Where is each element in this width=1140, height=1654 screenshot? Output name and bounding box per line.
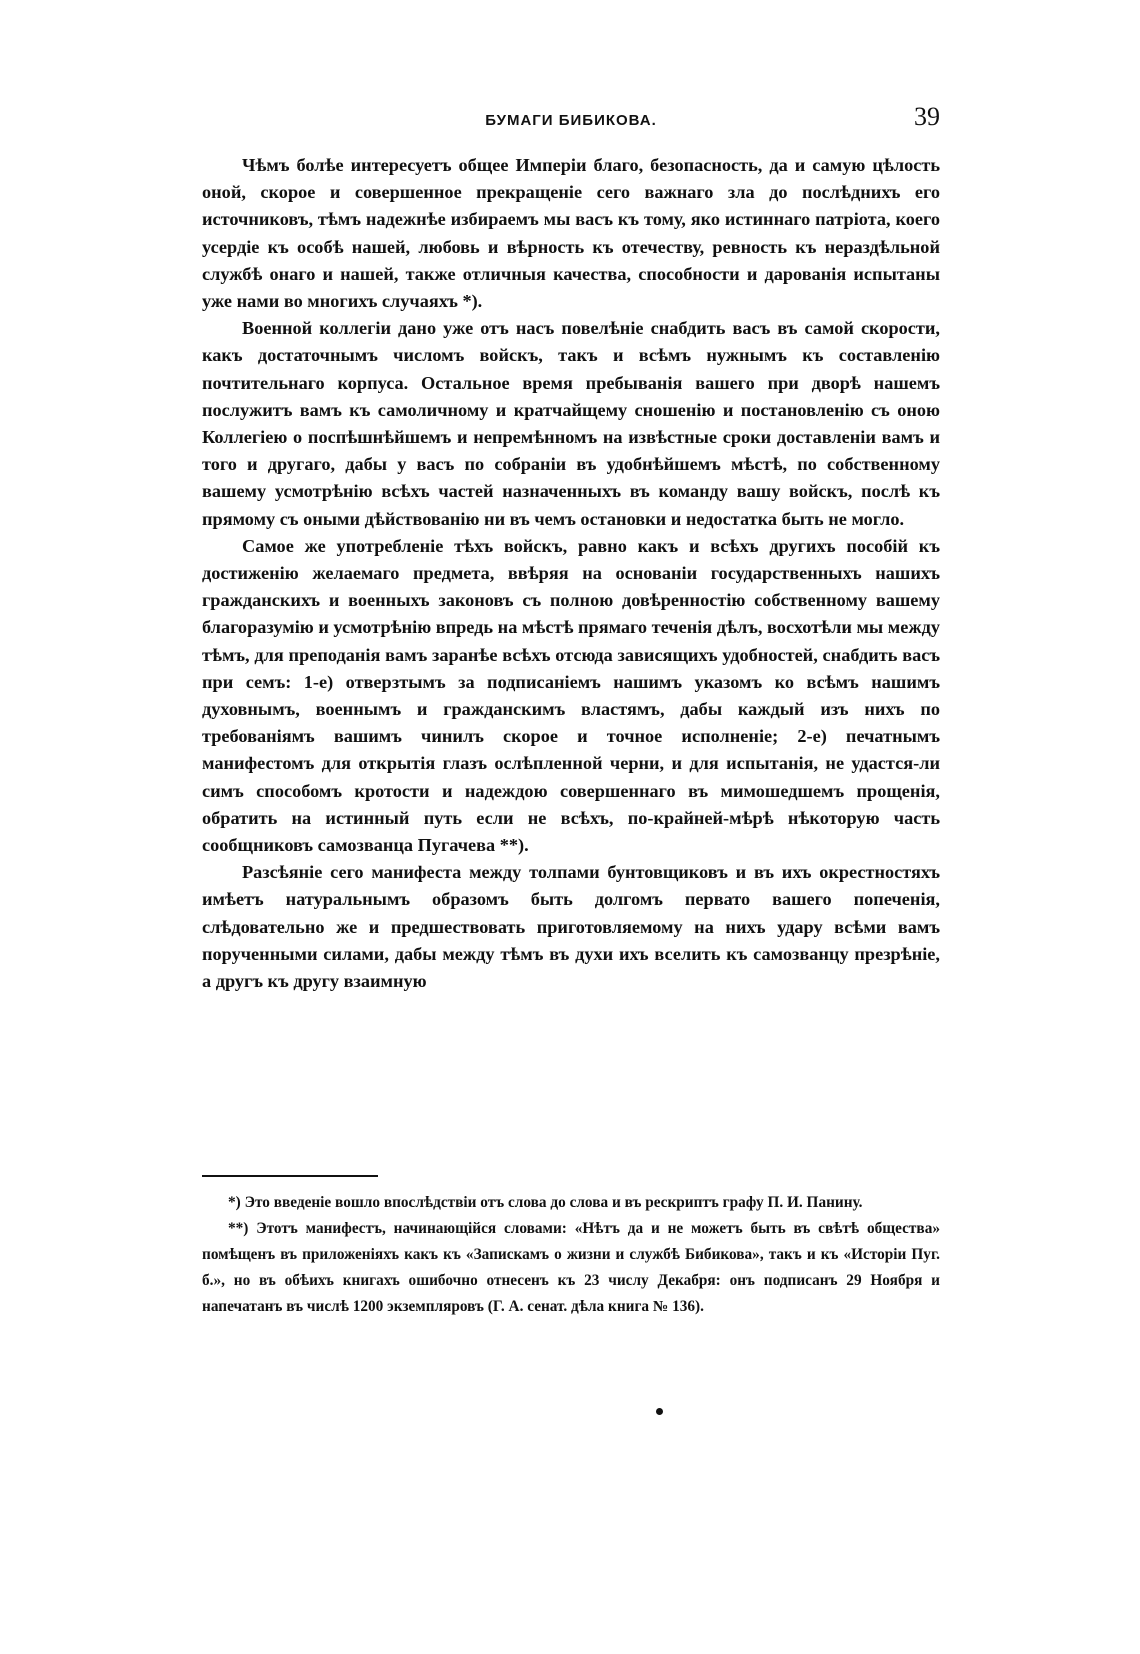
paragraph: Разсѣянiе сего манифеста между толпами бунтовщиковъ и въ ихъ окрестностяхъ имѣетъ натуральнымъ образомъ быть долгомъ первато вашего попеченiя, слѣдовательно же и предшествовать приготовляемому на нихъ удару всѣми вамъ порученными силами, дабы между тѣмъ въ духи ихъ вселить къ самозванцу презрѣнiе, а другъ къ другу взаимную bbox=[202, 862, 940, 992]
footnotes bbox=[202, 1190, 940, 1320]
paragraph: Чѣмъ болѣе интересуетъ общее Имперiи благо, безопасность, да и самую цѣлость оной, скорое и совершенное прекращенiе сего важнаго зла до послѣднихъ его источниковъ, тѣмъ надежнѣе избираемъ мы васъ къ тому, яко истиннаго патрiота, коего усердiе къ особѣ нашей, любовь и вѣрность къ отечеству, ревность къ нераздѣльной службѣ онаго и нашей, также отличныя качества, способности и дарованiя испытаны уже нами во многихъ случаяхъ *). bbox=[202, 155, 940, 312]
page-number: 39 bbox=[914, 102, 940, 131]
running-head: БУМАГИ БИБИКОВА. bbox=[485, 112, 657, 129]
paragraph: Самое же употребленiе тѣхъ войскъ, равно какъ и всѣхъ другихъ пособiй къ достиженiю желаемаго предмета, ввѣряя на основанiи государственныхъ нашихъ гражданскихъ и военныхъ законовъ съ полною довѣренностiю собственному вашему благоразумiю и усмотрѣнiю впредь на мѣстѣ прямаго теченiя дѣлъ, восхотѣли мы между тѣмъ, для преподанiя вамъ заранѣе всѣхъ отсюда зависящихъ удобностей, снабдить васъ при семъ: 1-е) отверзтымъ за подписанiемъ нашимъ указомъ ко всѣмъ нашимъ духовнымъ, военнымъ и гражданскимъ властямъ, дабы каждый изъ нихъ по требованiямъ вашимъ чинилъ скорое и точное исполненiе; 2-е) печатнымъ манифестомъ для открытiя глазъ ослѣпленной черни, и для испытанiя, не удастся-ли симъ способомъ кротости и надеждою совершеннаго въ мимошедшемъ прощенiя, обратить на истинный путь если не всѣхъ, по-крайней-мѣрѣ нѣкоторую часть сообщниковъ самозванца Пугачева **). bbox=[202, 535, 940, 856]
main-text bbox=[202, 152, 940, 995]
page-header bbox=[202, 100, 940, 140]
footnote: *) Это введенiе вошло впослѣдствiи отъ слова до слова и въ рескриптъ графу П. И. Панину. bbox=[228, 1194, 863, 1211]
footnote-separator bbox=[202, 1175, 378, 1177]
paragraph: Военной коллегiи дано уже отъ насъ повелѣнiе снабдить васъ въ самой скорости, какъ достаточнымъ числомъ войскъ, такъ и всѣмъ нужнымъ къ составленiю почтительнаго корпуса. Остальное время пребыванiя вашего при дворѣ нашемъ послужитъ вамъ къ самоличному и кратчайщему сношенiю и постановленiю съ оною Коллегiею о поспѣшнѣйшемъ и непремѣнномъ на извѣстные сроки доставленiи вамъ и того и другаго, дабы у васъ по собранiи въ удобнѣйшемъ мѣстѣ, по собственному вашему усмотрѣнiю всѣхъ частей назначенныхъ въ команду вашу войскъ, послѣ къ прямому съ оными дѣйствованiю ни въ чемъ остановки и недостатка быть не могло. bbox=[202, 318, 940, 529]
footnote: **) Этотъ манифестъ, начинающiйся словами: «Нѣтъ да и не можетъ быть въ свѣтѣ общества» помѣщенъ въ приложенiяхъ какъ къ «Запискамъ о жизни и службѣ Бибикова», такъ и къ «Исторiи Пуг. б.», но въ обѣихъ книгахъ ошибочно отнесенъ къ 23 числу Декабря: онъ подписанъ 29 Ноября и напечатанъ въ числѣ 1200 экземпляровъ (Г. А. сенат. дѣла книга № 136). bbox=[202, 1220, 940, 1315]
ink-dot bbox=[656, 1408, 663, 1415]
